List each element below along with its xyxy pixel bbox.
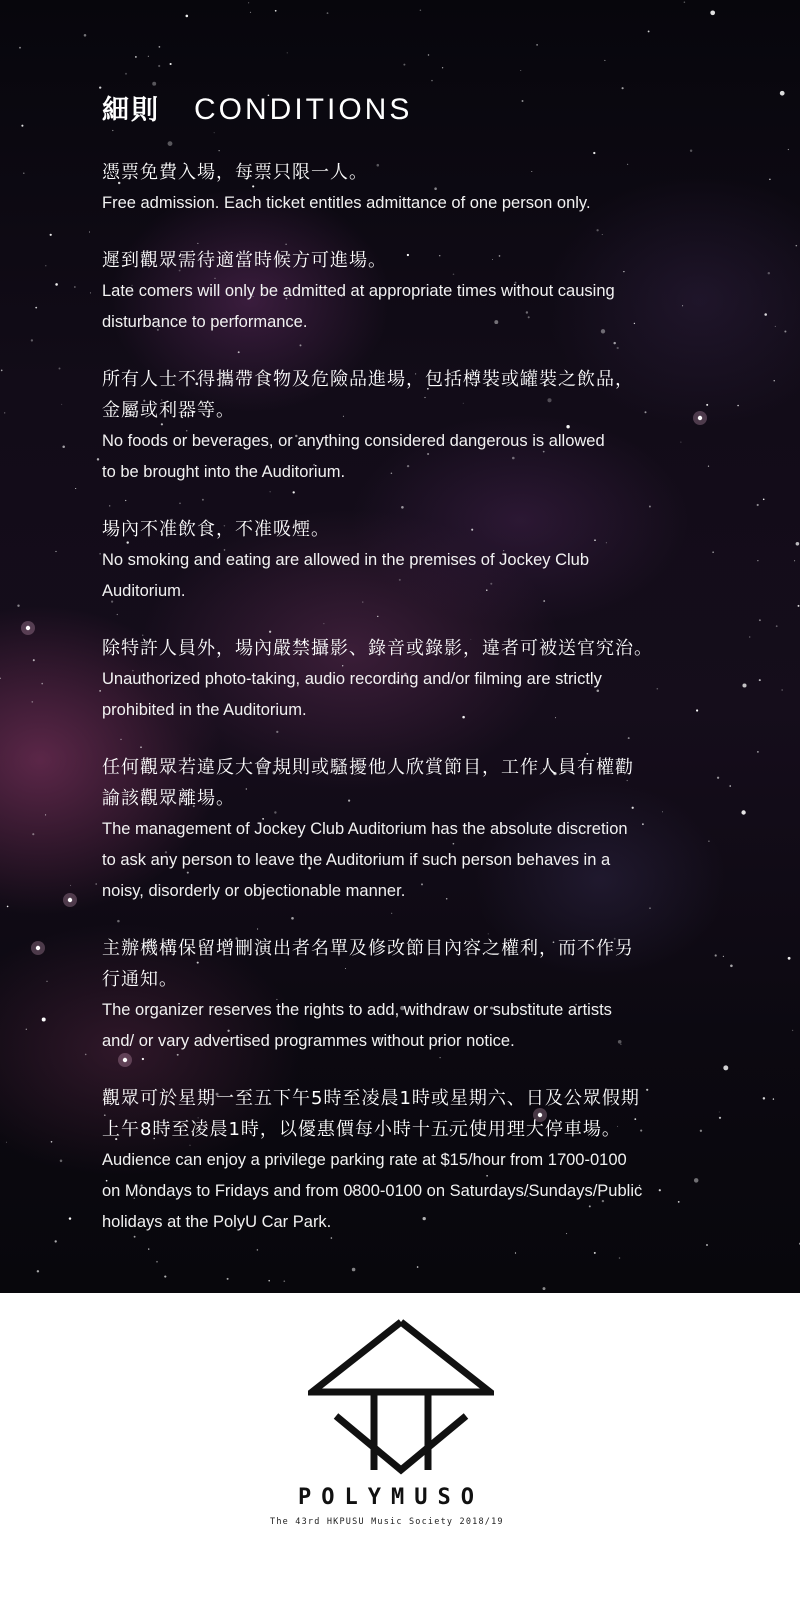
star bbox=[61, 404, 62, 405]
star bbox=[796, 542, 800, 546]
star bbox=[796, 245, 798, 247]
page-title bbox=[102, 88, 742, 127]
star bbox=[41, 683, 43, 685]
star bbox=[152, 82, 156, 86]
star bbox=[431, 80, 432, 81]
star bbox=[0, 678, 1, 679]
rule-text-en: and/ or vary advertised programmes without prior notice. bbox=[102, 1032, 515, 1050]
rule-text-zh: 諭該觀眾離場。 bbox=[102, 788, 235, 809]
star bbox=[97, 458, 99, 460]
star bbox=[275, 10, 277, 12]
star bbox=[32, 833, 34, 835]
star bbox=[33, 659, 35, 661]
polymuso-logo-icon bbox=[308, 1318, 494, 1478]
star bbox=[90, 292, 91, 293]
rule-text-en: No foods or beverages, or anything considered dangerous is allowed bbox=[102, 432, 605, 450]
rule-text-zh: 場內不准飲食，不准吸煙。 bbox=[102, 519, 330, 540]
page-title-en: CONDITIONS bbox=[194, 93, 413, 126]
rule-text-en: on Mondays to Fridays and from 0800-0100 on Saturdays/Sundays/Public bbox=[102, 1182, 643, 1200]
star bbox=[428, 54, 429, 55]
rule-text-zh: 所有人士不得攜帶食物及危險品進場，包括樽裝或罐裝之飲品， bbox=[102, 369, 634, 390]
star bbox=[757, 751, 759, 753]
star bbox=[17, 605, 19, 607]
star bbox=[788, 957, 791, 960]
star bbox=[780, 91, 785, 96]
star bbox=[135, 56, 137, 58]
star bbox=[764, 313, 767, 316]
star bbox=[45, 265, 46, 266]
star bbox=[773, 1098, 774, 1099]
page-title-zh: 細則 bbox=[102, 95, 160, 126]
star bbox=[784, 330, 786, 332]
logo-subtitle: The 43rd HKPUSU Music Society 2018/19 bbox=[270, 1517, 504, 1527]
star bbox=[741, 810, 745, 814]
rule-text-en: Free admission. Each ticket entitles admittance of one person only. bbox=[102, 194, 591, 212]
star bbox=[327, 12, 329, 14]
star bbox=[759, 679, 761, 681]
star bbox=[19, 47, 21, 49]
star bbox=[442, 67, 443, 68]
star bbox=[46, 981, 47, 982]
star bbox=[268, 1280, 270, 1282]
star bbox=[31, 339, 33, 341]
star bbox=[749, 637, 750, 638]
rule-text-en: disturbance to performance. bbox=[102, 313, 308, 331]
star bbox=[757, 560, 758, 561]
rule-text-en: holidays at the PolyU Car Park. bbox=[102, 1213, 332, 1231]
rule-text-en: Unauthorized photo-taking, audio recording and/or filming are strictly bbox=[102, 670, 602, 688]
star bbox=[775, 326, 776, 327]
star bbox=[55, 283, 58, 286]
star bbox=[782, 690, 783, 691]
star-bright bbox=[36, 946, 40, 950]
star bbox=[84, 34, 87, 37]
star bbox=[51, 1141, 53, 1143]
star bbox=[186, 15, 189, 18]
star bbox=[788, 149, 789, 150]
star bbox=[227, 1278, 229, 1280]
star bbox=[42, 1018, 46, 1022]
star bbox=[283, 1280, 285, 1282]
rule-text-zh: 任何觀眾若違反大會規則或騷擾他人欣賞節目，工作人員有權勸 bbox=[102, 757, 634, 778]
star bbox=[70, 885, 71, 886]
star bbox=[95, 883, 97, 885]
star bbox=[287, 52, 288, 53]
rule-text-zh: 上午8時至凌晨1時，以優惠價每小時十五元使用理大停車場。 bbox=[102, 1119, 621, 1140]
star bbox=[89, 231, 90, 232]
star bbox=[164, 1276, 166, 1278]
star bbox=[648, 30, 650, 32]
star bbox=[159, 46, 161, 48]
rule-text-en: The management of Jockey Club Auditorium has the absolute discretion bbox=[102, 820, 628, 838]
star bbox=[4, 412, 5, 413]
star bbox=[742, 683, 746, 687]
star bbox=[99, 86, 101, 88]
star bbox=[417, 1266, 419, 1268]
star bbox=[792, 1030, 793, 1031]
star bbox=[798, 605, 800, 607]
rule-text-en: Auditorium. bbox=[102, 582, 186, 600]
star bbox=[60, 1160, 63, 1163]
star bbox=[125, 73, 127, 75]
wordmark-text: POLYMUSO bbox=[298, 1485, 484, 1507]
star bbox=[26, 1029, 27, 1030]
star bbox=[148, 56, 149, 57]
rule-text-zh: 金屬或利器等。 bbox=[102, 400, 235, 421]
star bbox=[62, 446, 64, 449]
rule-text-en: Late comers will only be admitted at appropriate times without causing bbox=[102, 282, 615, 300]
star bbox=[35, 307, 37, 309]
star bbox=[45, 814, 46, 815]
star bbox=[85, 1054, 87, 1056]
star bbox=[520, 70, 521, 71]
polymuso-wordmark bbox=[274, 1485, 508, 1507]
rule-text-en: to ask any person to leave the Auditorium if such person behaves in a bbox=[102, 851, 611, 869]
star bbox=[352, 1268, 356, 1272]
star bbox=[763, 498, 765, 500]
star bbox=[248, 2, 249, 3]
star bbox=[763, 1097, 765, 1099]
star bbox=[794, 560, 795, 561]
star bbox=[759, 619, 761, 621]
star bbox=[7, 906, 9, 908]
rule-item bbox=[102, 157, 742, 219]
star bbox=[403, 64, 405, 66]
star bbox=[757, 504, 759, 506]
rule-text-en: noisy, disorderly or objectionable manner. bbox=[102, 882, 406, 900]
rule-item bbox=[102, 633, 742, 726]
star bbox=[769, 179, 770, 180]
star bbox=[420, 9, 422, 11]
star bbox=[99, 690, 101, 692]
star bbox=[158, 65, 160, 67]
star-bright bbox=[68, 898, 72, 902]
rule-item bbox=[102, 364, 742, 488]
star bbox=[37, 1270, 39, 1272]
star bbox=[99, 553, 101, 555]
rule-text-zh: 除特許人員外，場內嚴禁攝影、錄音或錄影，違者可被送官究治。 bbox=[102, 638, 653, 659]
star bbox=[6, 1142, 7, 1143]
rule-text-en: prohibited in the Auditorium. bbox=[102, 701, 307, 719]
star bbox=[55, 551, 56, 552]
rules-list bbox=[102, 157, 742, 1238]
star bbox=[31, 701, 33, 703]
star bbox=[776, 625, 778, 627]
rule-text-zh: 憑票免費入場，每票只限一人。 bbox=[102, 162, 368, 183]
star bbox=[710, 10, 715, 15]
star bbox=[604, 60, 605, 61]
star bbox=[75, 488, 76, 489]
logo-panel bbox=[0, 1293, 800, 1600]
star bbox=[1, 370, 3, 372]
rule-text-zh: 行通知。 bbox=[102, 969, 178, 990]
rule-text-zh: 主辦機構保留增刪演出者名單及修改節目內容之權利，而不作另 bbox=[102, 938, 634, 959]
star bbox=[74, 286, 75, 287]
rule-text-en: The organizer reserves the rights to add, withdraw or substitute artists bbox=[102, 1001, 612, 1019]
star bbox=[684, 1, 686, 3]
rule-item bbox=[102, 245, 742, 338]
star bbox=[768, 272, 770, 274]
rule-text-en: Audience can enjoy a privilege parking rate at $15/hour from 1700-0100 bbox=[102, 1151, 627, 1169]
star bbox=[536, 44, 538, 46]
rule-item bbox=[102, 1083, 742, 1238]
star bbox=[774, 380, 775, 381]
star bbox=[170, 63, 172, 65]
star bbox=[50, 234, 52, 236]
star bbox=[55, 1240, 57, 1242]
rule-item bbox=[102, 752, 742, 907]
rule-item bbox=[102, 933, 742, 1057]
star bbox=[69, 1217, 71, 1219]
star bbox=[59, 368, 61, 370]
rule-item bbox=[102, 514, 742, 607]
rule-text-en: to be brought into the Auditorium. bbox=[102, 463, 346, 481]
star bbox=[21, 125, 23, 127]
star-bright bbox=[26, 626, 30, 630]
rule-text-en: No smoking and eating are allowed in the premises of Jockey Club bbox=[102, 551, 590, 569]
star bbox=[23, 172, 24, 173]
rule-text-zh: 觀眾可於星期一至五下午5時至凌晨1時或星期六、日及公眾假期 bbox=[102, 1088, 640, 1109]
star bbox=[543, 1287, 546, 1290]
conditions-content bbox=[102, 88, 742, 1264]
rule-text-zh: 遲到觀眾需待適當時候方可進場。 bbox=[102, 250, 387, 271]
star bbox=[250, 12, 251, 13]
